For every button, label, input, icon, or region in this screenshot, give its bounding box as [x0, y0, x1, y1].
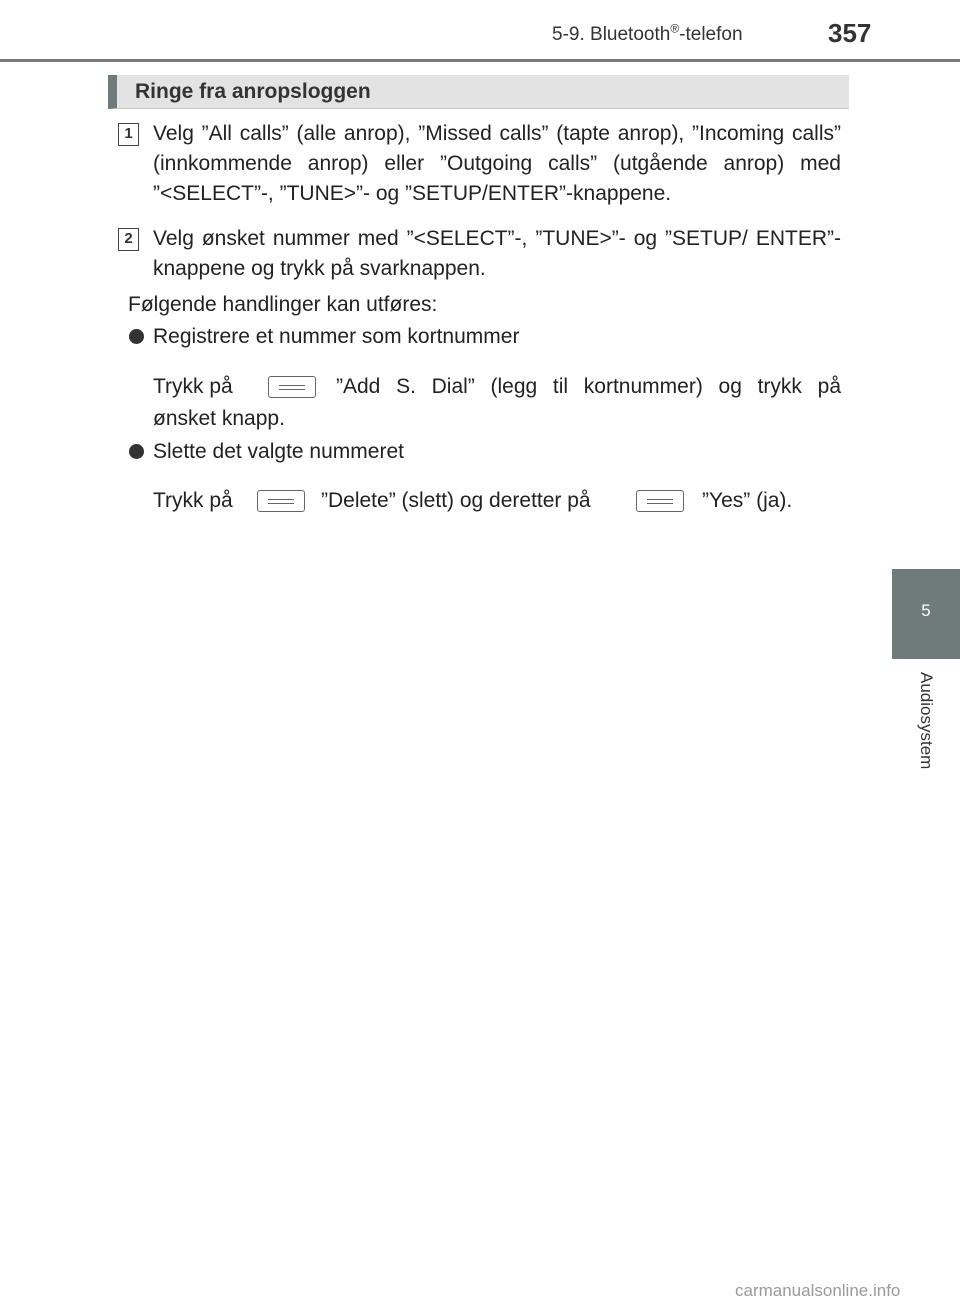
round-bullet-icon [129, 329, 144, 344]
watermark: carmanualsonline.info [735, 1281, 901, 1300]
header-divider [0, 59, 960, 62]
action-2-text-part2: ”Delete” (slett) og deretter på [321, 489, 591, 512]
soft-key-button-icon [636, 490, 684, 512]
chapter-tab [892, 569, 960, 659]
actions-intro: Følgende handlinger kan utføres: [128, 293, 438, 316]
soft-key-button-icon [257, 490, 305, 512]
section-title: Ringe fra anropsloggen [135, 80, 371, 103]
step-2-badge: 2 [118, 228, 139, 251]
chapter-number: 5 [921, 601, 931, 620]
step-2-text: Velg ønsket nummer med ”<SELECT”-, ”TUNE>”- og ”SETUP/ ENTER”-knappene og trykk på svarknappen. [153, 227, 841, 280]
chapter-label: Audiosystem [917, 672, 936, 770]
step-1-text: Velg ”All calls” (alle anrop), ”Missed calls” (tapte anrop), ”Incoming calls” (innkommende anrop) eller ”Outgoing calls” (utgående anrop) med ”<SELECT”-, ”TUNE>”- og ”SETUP/ENTER”-knappene. [153, 122, 841, 205]
chapter-section-title: 5-9. Bluetooth®-telefon [552, 21, 743, 45]
action-1-text-before: Trykk på [153, 375, 233, 398]
step-1-badge: 1 [118, 123, 139, 146]
section-heading-bar [108, 75, 849, 109]
action-2-text-part3: ”Yes” (ja). [702, 489, 793, 512]
action-2-text-part1: Trykk på [153, 489, 233, 512]
round-bullet-icon [129, 444, 144, 459]
action-1-text-line2: ønsket knapp. [153, 407, 285, 430]
soft-key-button-icon [268, 376, 316, 398]
action-1-title: Registrere et nummer som kortnummer [153, 325, 520, 348]
action-1-text-after: ”Add S. Dial” (legg til kortnummer) og trykk på [336, 375, 841, 398]
action-2-title: Slette det valgte nummeret [153, 440, 404, 463]
page-number: 357 [828, 18, 872, 48]
